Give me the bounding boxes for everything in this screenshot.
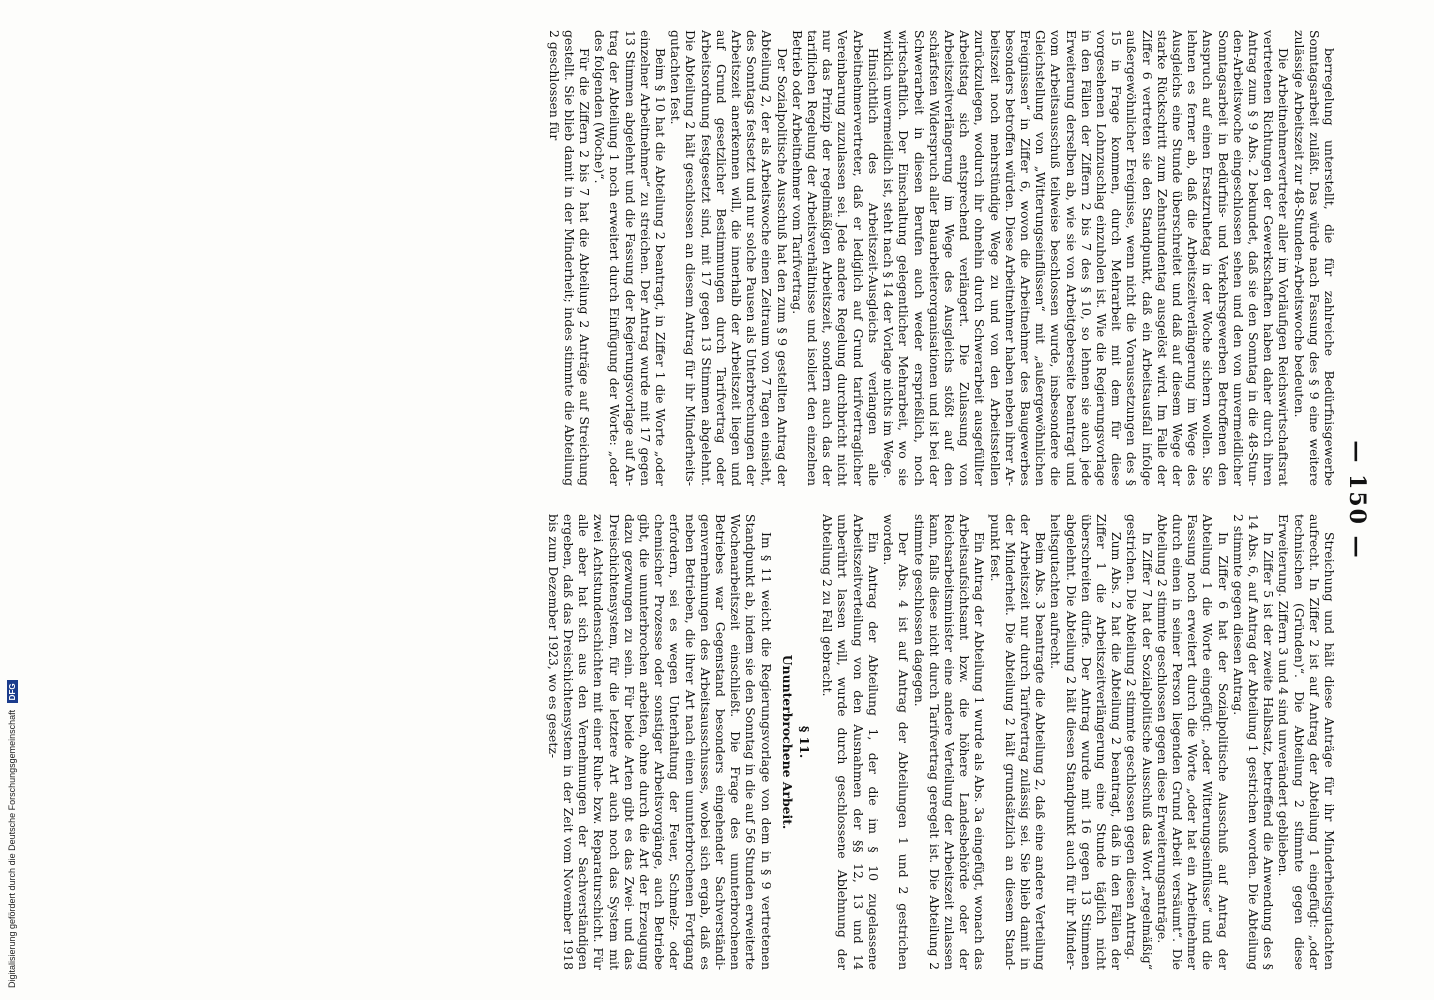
paragraph: Der Abs. 4 ist auf Antrag der Abteilungen 1 und 2 gestrichen worden. <box>881 514 912 970</box>
paragraph: Der Sozialpolitische Ausschuß hat den zum § 9 gestellten Antrag der Abteilung 2, der als Arbeitswoche einen Zeitraum von 7 Tagen einsieht, des Sonntags festsetzt und nur solche Pausen als Unterbrechungen der Arbeitszeit anerkennen will, die innerhalb der Arbeitszeit liegen und auf Grund gesetzlicher Bestimmungen durch Tarifvertrag oder Arbeitsordnung festgesetzt sind, mit 17 gegen 13 Stimmen abgelehnt. Die Abteilung 2 hält geschlossen an diesem Antrag für ihr Minderheitsgutachten fest. <box>668 30 790 486</box>
page-number: — 150 — <box>1344 440 1370 560</box>
paragraph: Im § 11 weicht die Regierungsvorlage von dem in § 9 vertretenen Standpunkt ab, indem sie den Sonntag in die auf 56 Stunden erweiterte Wochenarbeitszeit einschließt. Die Frage des ununterbrochenen Betriebes war Gegenstand besonders eingehender Sachverständigenvernehmungen des Arbeitsausschusses, wobei sich ergab, daß es neben Betrieben, die ihrer Art nach einen ununterbrochenen Fortgang erfordern, sei es wegen Unterhaltung der Feuer, Schmelz- oder chemischer Prozesse oder sonstiger Arbeitsvorgänge, auch Betriebe gibt, die ununterbrochen arbeiten, ohne durch die Art der Erzeugung dazu gezwungen zu sein. Für beide Arten gibt es das Zwei- und das Dreischichtensystem, für die letztere Art auch noch das System mit zwei Achtstundenschichten mit einer Ruhe- bzw. Reparaturschicht. Für alle aber hat sich aus den Vernehmungen der Sachverständigen ergeben, daß das Dreischichtensystem in der Zeit vom November 1918 bis zum Dezember 1923, wo es gesetz- <box>545 514 774 970</box>
paragraph: In Ziffer 7 hat der Sozialpolitische Ausschuß das Wort „regelmäßig“ gestrichen. Die Abteilung 2 stimmte geschlossen gegen diesen Antrag. <box>1124 514 1155 970</box>
left-column <box>157 30 1337 486</box>
paragraph: Ein Antrag der Abteilung 1 wurde als Abs. 3a eingefügt, wonach das Arbeitsaufsichtsamt bzw. die höhere Landesbehörde oder der Reichsarbeitsminister eine andere Verteilung der Arbeitszeit zulassen kann, falls diese nicht durch Tarifvertrag geregelt ist. Die Abteilung 2 stimmte geschlossen dagegen. <box>911 514 988 970</box>
paragraph: Hinsichtlich des Arbeitszeit-Ausgleichs verlangen alle Arbeitnehmervertreter, daß er lediglich auf Grund tarifvertraglicher Vereinbarung zuzulassen sei. Jede andere Regelung durchbricht nicht nur das Prinzip der regelmäßigen Arbeitszeit, sondern auch das der tariflichen Regelung der Arbeitsverhältnisse und isoliert den einzelnen Betrieb oder Arbeitnehmer vom Tarifvertrag. <box>789 30 881 486</box>
right-column <box>157 514 1337 970</box>
paragraph: In Ziffer 6 hat der Sozialpolitische Ausschuß auf Antrag der Abteilung 1 die Worte eingefügt: „oder Witterungseinflüsse“ und die Fassung noch erweitert durch die Worte „oder hat ein Arbeitnehmer durch einen in seiner Person liegenden Grund Arbeit versäumt“. Die Abteilung 2 stimmte geschlossen gegen diese Erweiterungsanträge. <box>1154 514 1231 970</box>
paragraph: Zum Abs. 2 hat die Abteilung 2 beantragt, daß in den Fällen der Ziffer 1 die Arbeitszeitverlängerung eine Stunde täglich nicht überschreiten dürfe. Der Antrag wurde mit 16 gegen 13 Stimmen abgelehnt. Die Abteilung 2 hält diesen Standpunkt auch für ihr Minderheitsgutachten aufrecht. <box>1048 514 1125 970</box>
paragraph: Für die Ziffern 2 bis 7 hat die Abteilung 2 Anträge auf Streichung gestellt. Sie blieb damit in der Minderheit; indes stimmte die Abteilung 2 geschlossen für <box>546 30 593 486</box>
paragraph: Streichung und hält diese Anträge für ihr Minderheitsgutachten aufrecht. In Ziffer 2 ist auf Antrag der Abteilung 1 eingefügt: „oder technischen (Gründen)“. Die Abteilung 2 stimmte gegen diese Erweiterung. Ziffern 3 und 4 sind unverändert geblieben. <box>1276 514 1337 970</box>
paragraph: berregelung unterstellt, die für zahlreiche Bedürfnisgewerbe Sonntagsarbeit zuläßt. Das würde nach Fassung des § 9 eine weitere zulässige Arbeitszeit zur 48-Stunden-Arbeitswoche bedeuten. <box>1291 30 1337 486</box>
rotated-page-content <box>57 20 1377 980</box>
digitization-credit <box>4 8 18 988</box>
dfg-logo: DFG <box>7 680 18 703</box>
credit-line <box>7 680 18 988</box>
paragraph: Beim § 10 hat die Abteilung 2 beantragt, in Ziffer 1 die Worte „oder einzelner Arbeitnehmer“ zu streichen. Der Antrag wurde mit 17 gegen 13 Stimmen abgelehnt und die Fassung der Regierungsvorlage auf Antrag der Abteilung 1 noch erweitert durch Einfügung der Worte: „oder des folgenden (Woche)“. <box>592 30 669 486</box>
paragraph: In Ziffer 5 ist der zweite Halbsatz, betreffend die Anwendung des § 14 Abs. 6, auf Antrag der Abteilung 1 gestrichen worden. Die Abteilung 2 stimmte gegen diesen Antrag. <box>1230 514 1277 970</box>
text-columns <box>157 30 1337 970</box>
paragraph: Beim Abs. 3 beantragte die Abteilung 2, daß eine andere Verteilung der Arbeitszeit nur durch Tarifvertrag zulässig sei. Sie blieb damit in der Minderheit. Die Abteilung 2 hält grundsätzlich an diesem Standpunkt fest. <box>987 514 1049 970</box>
paragraph: Die Arbeitnehmervertreter aller im Vorläufigen Reichswirtschaftsrat vertretenen Richtungen der Gewerkschaften haben daher durch ihren Antrag zum § 9 Abs. 2 bekundet, daß sie den Sonntag in die 48-Stunden-Arbeitswoche eingeschlossen sehen und den von unvermeidlicher Sonntagsarbeit in Bedürfnis- und Verkehrsgewerben Betroffenen den Anspruch auf einen Ersatzruhetag in der Woche sichern wollen. Sie lehnen es ferner ab, daß die Arbeitszeitverlängerung im Wege des Ausgleichs eine Stunde überschreitet und daß auf diesem Wege der starke Rückschritt zum Zehnstundentag ausgelöst wird. Im Falle der Ziffer 6 vertreten sie den Standpunkt, daß ein Arbeitsausfall infolge außergewöhnlicher Ereignisse, wenn nicht die Voraussetzungen des § 15 in Frage kommen, durch Mehrarbeit mit dem für diese vorgesehenen Lohnzuschlag einzuholen ist. Wie die Regierungsvorlage in den Fällen der Ziffern 2 bis 7 des § 10, so lehnen sie auch jede Erweiterung derselben ab, wie sie von Arbeitgeberseite beantragt und vom Arbeitsausschuß teilweise beschlossen wurde, insbesondere die Gleichstellung von „Witterungseinflüssen“ mit „außergewöhnlichen Ereignissen“ in Ziffer 6, wovon die Arbeitnehmer des Baugewerbes besonders betroffen würden. Diese Arbeitnehmer haben neben ihrer Arbeitszeit noch mehrstündige Wege zu und von den Arbeitsstellen zurückzulegen, wodurch ihr ohnehin durch Schwerarbeit ausgefüllter Arbeitstag sich entsprechend verlängert. Die Zulassung von Arbeitszeitverlängerung im Wege des Ausgleichs stößt auf den schärfsten Widerspruch aller Bauarbeiterorganisationen und ist bei der Schwerarbeit in diesen Berufen auch weder ersprießlich, noch wirtschaftlich. Der Einschaltung gelegentlicher Mehrarbeit, wo sie wirklich unvermeidlich ist, steht nach § 14 der Vorlage nichts im Wege. <box>881 30 1292 486</box>
paragraph: Ein Antrag der Abteilung 1, der die im § 10 zugelassene Arbeitszeitverteilung von den Ausnahmen der §§ 12, 13 und 14 unberührt lassen will, wurde durch geschlossene Ablehnung der Abteilung 2 zu Fall gebracht. <box>820 514 881 970</box>
credit-text: Digitalisierung gefördert durch die Deutsche Forschungsgemeinschaft <box>7 709 17 988</box>
section-title: Ununterbrochene Arbeit. <box>779 654 795 830</box>
section-number: § 11. <box>797 725 813 759</box>
